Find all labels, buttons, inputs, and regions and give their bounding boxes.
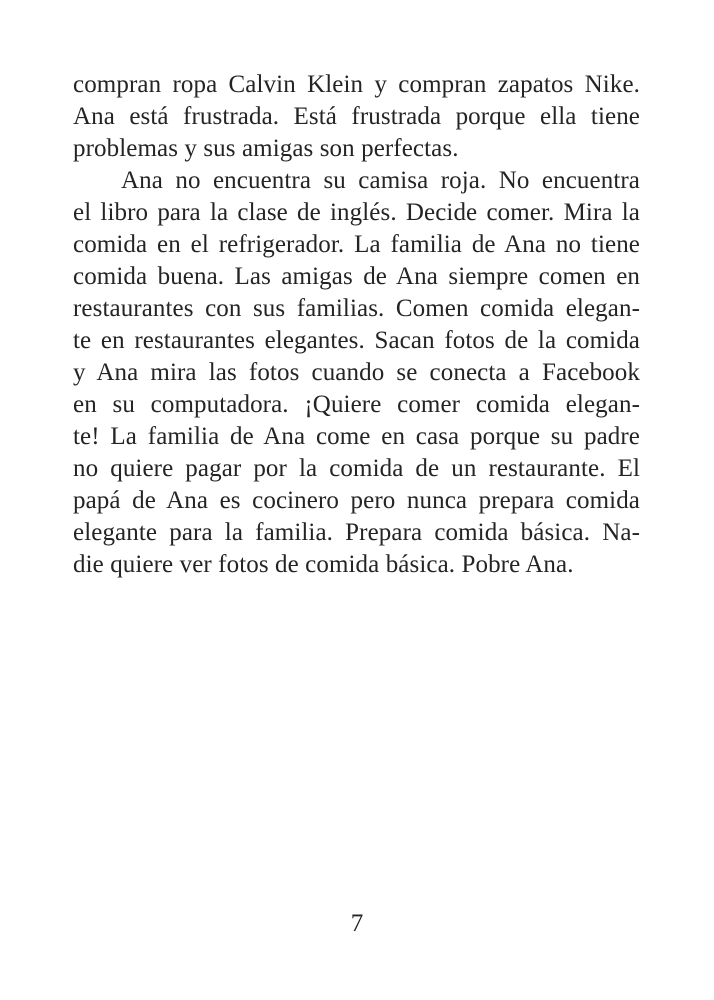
text-line: elegante para la familia. Prepara comida básica. Na-	[73, 519, 640, 546]
text-line: problemas y sus amigas son perfectas.	[73, 135, 459, 162]
text-line: no quiere pagar por la comida de un restaurante. El	[73, 455, 640, 482]
text-line: restaurantes con sus familias. Comen comida elegan-	[73, 295, 640, 322]
text-line: papá de Ana es cocinero pero nunca prepara comida	[73, 487, 640, 514]
text-line: comida en el refrigerador. La familia de Ana no tiene	[73, 231, 640, 258]
text-line: Ana no encuentra su camisa roja. No encuentra	[121, 167, 640, 194]
page-number: 7	[350, 910, 364, 937]
text-line: die quiere ver fotos de comida básica. Pobre Ana.	[73, 551, 574, 578]
text-line: te en restaurantes elegantes. Sacan fotos de la comida	[73, 327, 640, 354]
page-text-block	[73, 69, 640, 581]
text-line: Ana está frustrada. Está frustrada porque ella tiene	[73, 103, 640, 130]
paragraph-continuation	[73, 69, 640, 165]
text-line: compran ropa Calvin Klein y compran zapatos Nike.	[73, 71, 640, 98]
text-line: y Ana mira las fotos cuando se conecta a Facebook	[73, 359, 640, 386]
text-line: comida buena. Las amigas de Ana siempre comen en	[73, 263, 640, 290]
paragraph-ana-no-encuentra	[73, 165, 640, 581]
text-line: te! La familia de Ana come en casa porque su padre	[73, 423, 640, 450]
text-line: en su computadora. ¡Quiere comer comida elegan-	[73, 391, 640, 418]
text-line: el libro para la clase de inglés. Decide comer. Mira la	[73, 199, 640, 226]
